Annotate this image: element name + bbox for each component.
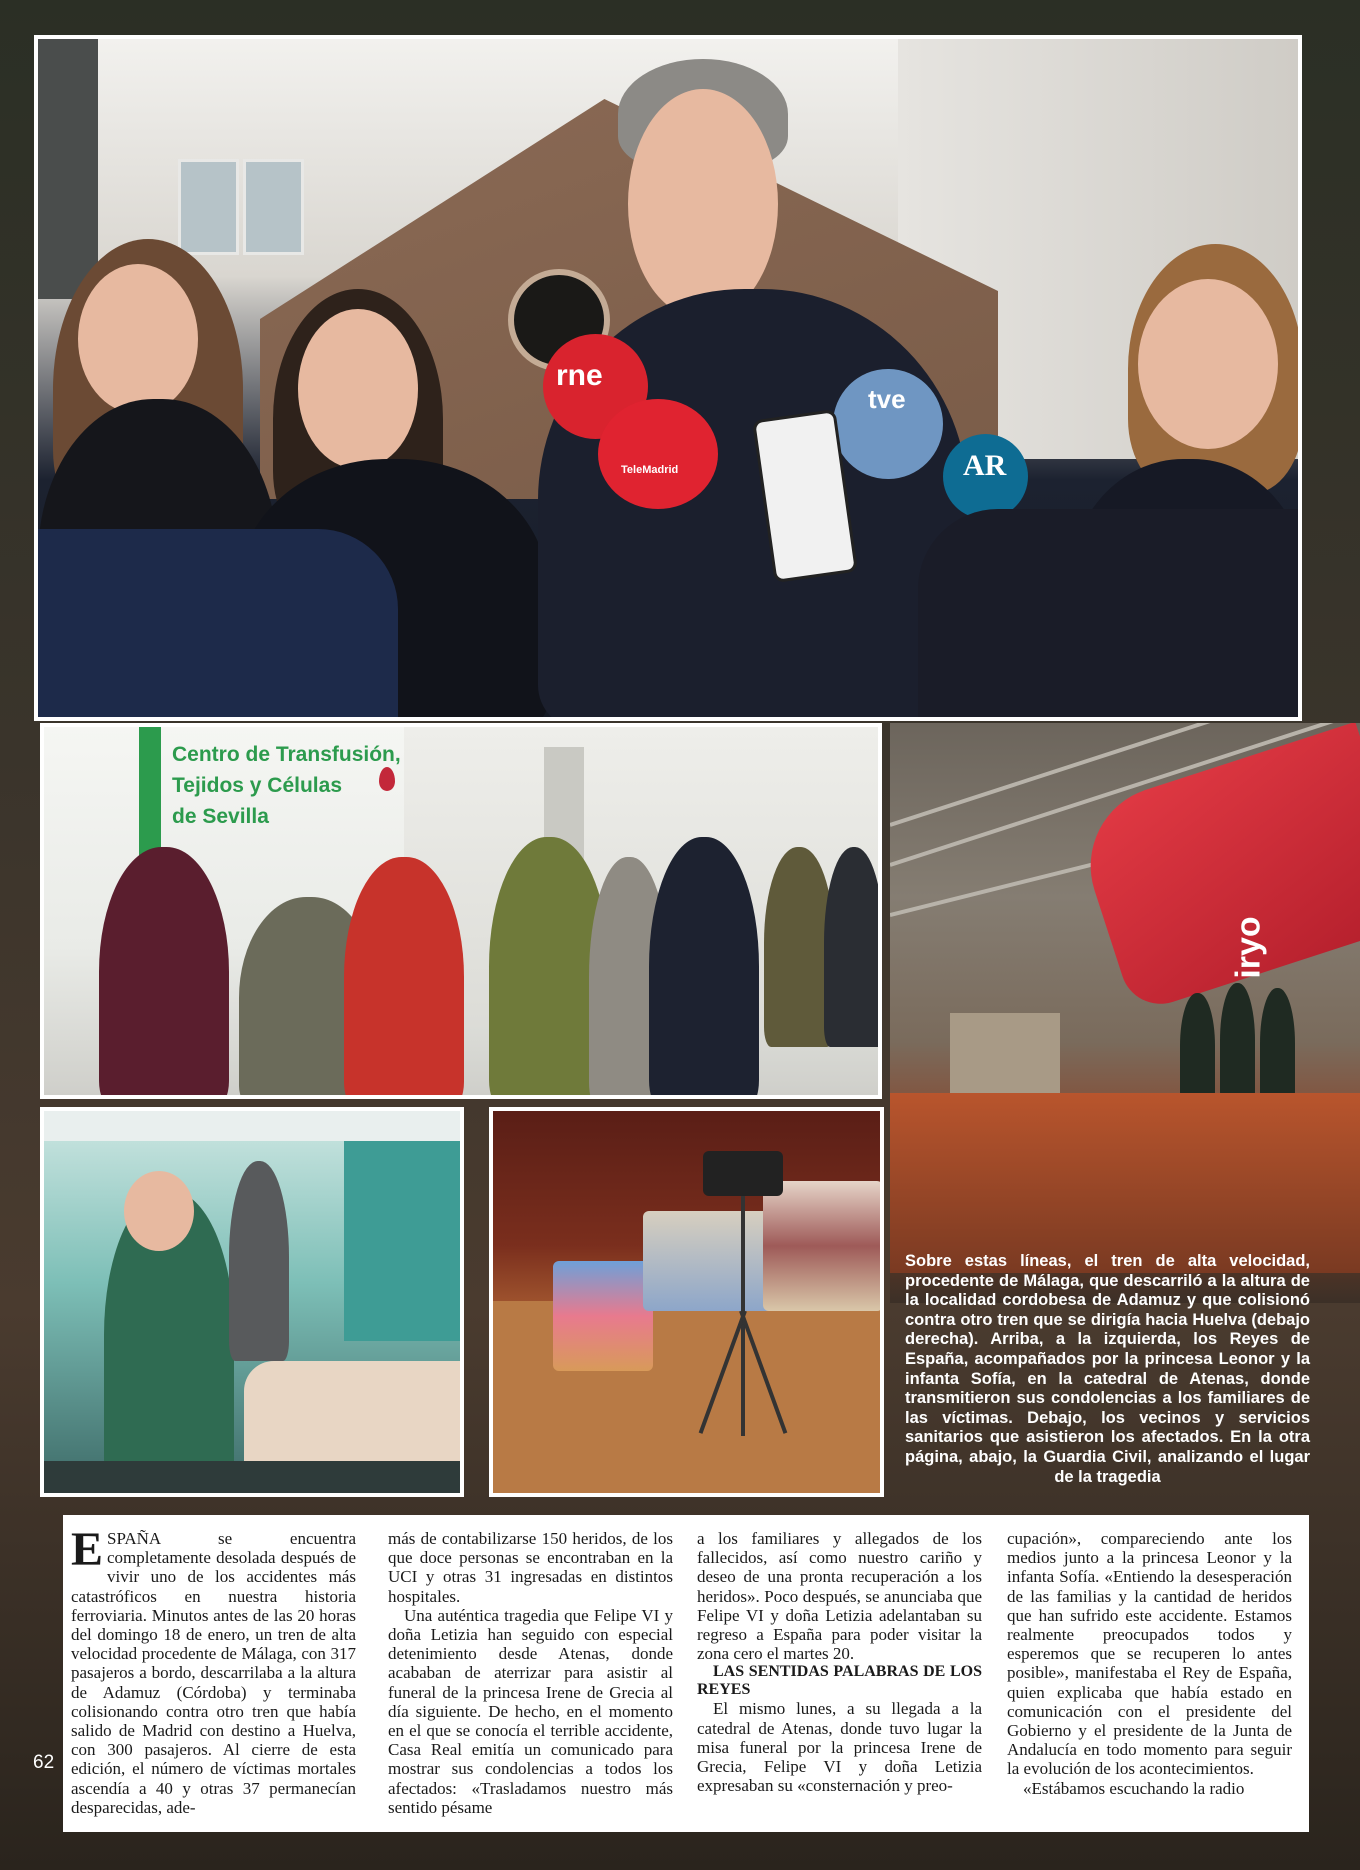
clothes-pile: [763, 1181, 883, 1311]
train-carriage: [1070, 723, 1360, 1014]
floor: [44, 1461, 464, 1497]
mic-label-rne: rne: [556, 359, 603, 392]
article-column-2: [388, 1529, 673, 1817]
paragraph-text: SPAÑA se encuentra completamente desolada después de vivir uno de los accidentes más catastróficos en nuestra historia ferroviaria. Minutos antes de las 20 horas del domingo 18 de enero, un tren de alta velocidad procedente de Málaga, con 317 pasajeros a bordo, descarrilaba a la altura de Adamuz (Córdoba) y terminaba colisionando contra otro tren que había salido de Madrid con destino a Huelva, con 300 pasajeros. Al cierre de esta edición, el número de víctimas mortales ascendía a 40 y otras 37 permanecían desparecidas, ade-: [71, 1529, 356, 1817]
paragraph: [71, 1523, 356, 1817]
photo-caption: Sobre estas líneas, el tren de alta velocidad, procedente de Málaga, que descarriló a la altura de la localidad cordobesa de Adamuz y que colisionó contra otro tren que se dirigía hacia Huelva (debajo derecha). Arriba, a la izquierda, los Reyes de España, acompañados por la princesa Leonor y la infanta Sofía, en la catedral de Atenas, donde transmitieron sus condolencias a los familiares de las víctimas. Debajo, los vecinos y servicios sanitarios que asistieron los afectados. En la otra página, abajo, la Guardia Civil, analizando el lugar de la tragedia: [905, 1252, 1310, 1486]
mic-label-telemadrid: TeleMadrid: [621, 464, 679, 476]
paragraph: a los familiares y allegados de los fallecidos, así como nuestro cariño y deseo de una pronta recuperación a los heridos». Poco después, se anunciaba que Felipe VI y doña Letizia adelantaban su regreso a España para poder visitar la zona cero el martes 20.: [697, 1529, 982, 1664]
ceiling: [44, 1111, 460, 1141]
guardia-civil-officer: [1220, 983, 1255, 1103]
paragraph: El mismo lunes, a su llegada a la catedral de Atenas, donde tuvo lugar la misa funeral por la princesa Irene de Grecia, Felipe VI y doña Letizia expresaban su «consternación y preo-: [697, 1699, 982, 1796]
article-subheading: LAS SENTIDAS PALABRAS DE LOS REYES: [697, 1663, 982, 1699]
face: [628, 89, 778, 319]
guardia-civil-officer: [1260, 988, 1295, 1103]
person: [99, 847, 229, 1099]
clothes-pile: [643, 1211, 783, 1311]
train-logo: iryo: [1229, 916, 1268, 979]
sign-transfusion-center: Centro de Transfusión, Tejidos y Células de Sevilla: [172, 743, 401, 828]
person: [824, 847, 882, 1047]
reporter-arm: [38, 529, 398, 721]
person: [229, 1161, 289, 1361]
drop-cap: E: [71, 1523, 104, 1576]
video-camera: [703, 1151, 783, 1196]
article-column-4: [1007, 1529, 1292, 1798]
photo-royal-family-press: [34, 35, 1302, 721]
photo-mobile-donation-unit: [40, 1107, 464, 1497]
microphone-telemadrid: [598, 399, 718, 509]
window: [178, 159, 239, 255]
photo-crashed-train: [890, 723, 1360, 1303]
concrete-block: [950, 1013, 1060, 1103]
article-body: [63, 1515, 1309, 1832]
page-number: 62: [33, 1752, 55, 1773]
face: [298, 309, 418, 469]
mic-label-ar: AR: [963, 449, 1007, 482]
article-column-3: [697, 1529, 982, 1795]
paragraph: cupación», compareciendo ante los medios junto a la princesa Leonor y la infanta Sofía. «Entiendo la desesperación de las familias y la cantidad de heridos que han sufrido este accidente. Estamos realmente preocupados todos y esperemos que se recuperen lo antes posible», manifestaba el Rey de España, quien explicaba que había estado en comunicación con el presidente del Gobierno y el presidente de la Junta de Andalucía en todo momento para seguir la evolución de los acontecimientos.: [1007, 1529, 1292, 1779]
photo-donated-blankets: [489, 1107, 884, 1497]
face: [78, 264, 198, 414]
building-left: [38, 39, 98, 299]
blood-drop-icon: [379, 767, 395, 791]
paragraph: Una auténtica tragedia que Felipe VI y doña Letizia han seguido con especial detenimiento desde Atenas, donde acababan de aterrizar para asistir al funeral de la princesa Irene de Grecia al día siguiente. De hecho, en el momento en el que se conocía el terrible accidente, Casa Real emitía un comunicado para mostrar sus condolencias a todos los afectados: «Trasladamos nuestro más sentido pésame: [388, 1605, 673, 1817]
clothes-pile: [553, 1261, 653, 1371]
person: [649, 837, 759, 1099]
cabinet: [344, 1141, 464, 1341]
floor: [493, 1301, 880, 1497]
reporter-arm: [918, 509, 1302, 721]
article-column-1: [71, 1523, 356, 1817]
guardia-civil-officer: [1180, 993, 1215, 1103]
face: [124, 1171, 194, 1251]
face: [1138, 279, 1278, 449]
paragraph: «Estábamos escuchando la radio: [1023, 1778, 1245, 1798]
person: [344, 857, 464, 1099]
mic-label-tve: tve: [868, 384, 906, 414]
paragraph: más de contabilizarse 150 heridos, de los que doce personas se encontraban en la UCI y otras 31 ingresadas en distintos hospitales.: [388, 1529, 673, 1606]
embankment: [890, 1093, 1360, 1273]
window: [243, 159, 304, 255]
photo-blood-donation-queue: [40, 723, 882, 1099]
